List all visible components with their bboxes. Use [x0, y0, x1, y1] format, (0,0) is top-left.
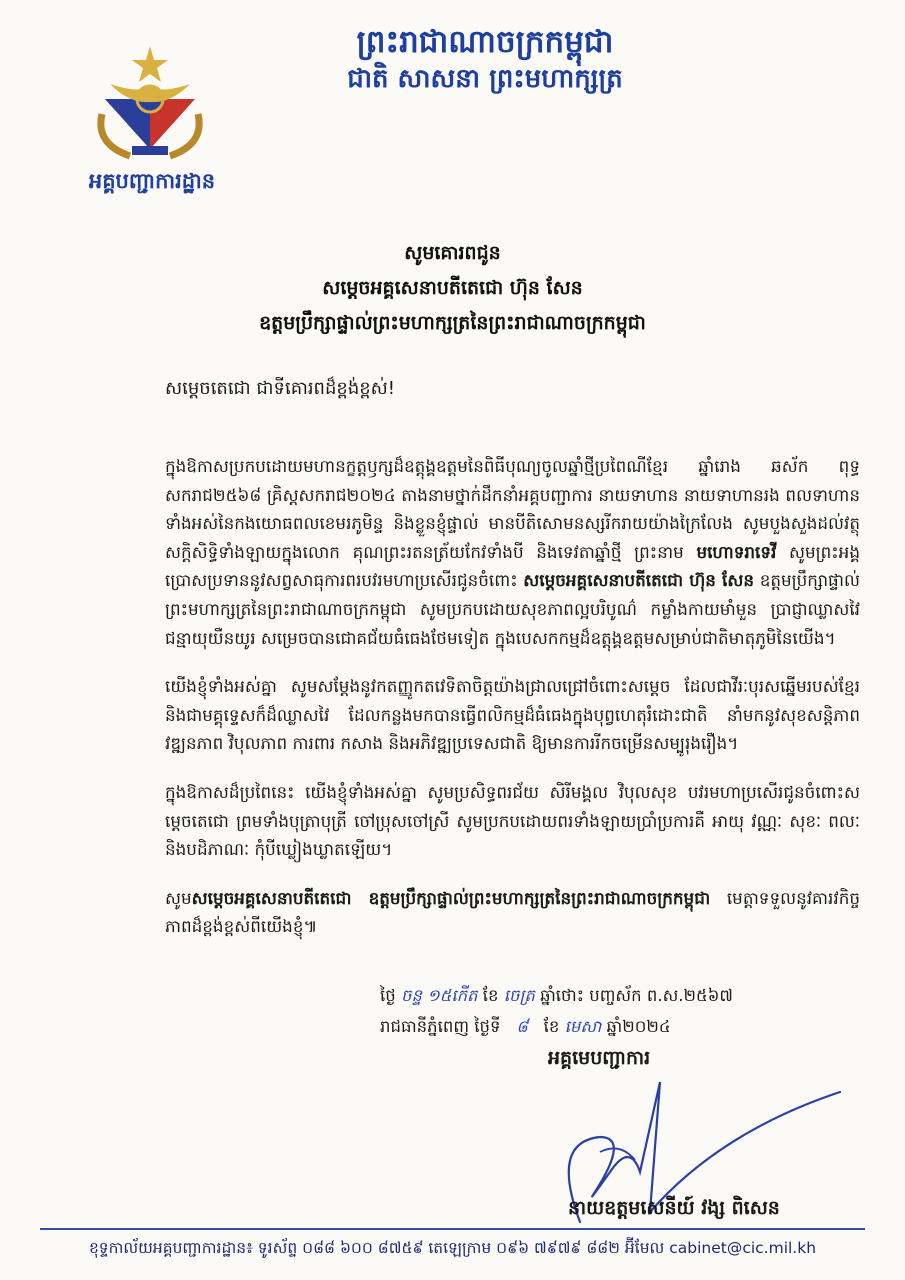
paragraph-4-text-b: មេត្តាទទួលនូវគារវកិច្ចភាពដ៏ខ្ពង់ខ្ពស់ពីយើងខ្ញុំ៕ — [165, 887, 860, 937]
solar-place-day-label: រាជធានីភ្នំពេញ ថ្ងៃទី — [380, 1017, 501, 1036]
paragraph-4 — [165, 884, 860, 941]
honoree-name: សម្តេចអគ្គសេនាបតីតេជោ ហ៊ុន សែន — [523, 570, 755, 591]
signatory-position: អគ្គមេបញ្ជាការ — [548, 1047, 651, 1069]
deity-name: មហោទរាទេវី — [696, 541, 777, 562]
letter-body — [165, 452, 860, 961]
solar-month-handwritten: មេសា — [564, 1017, 602, 1036]
addressee-line-2: សម្តេចអគ្គសេនាបតីតេជោ ហ៊ុន សែន — [322, 277, 583, 299]
department-name: អគ្គបញ្ជាការដ្ឋាន — [88, 169, 216, 193]
national-motto: ជាតិ សាសនា ព្រះមហាក្សត្រ — [347, 64, 623, 94]
lunar-year: ឆ្នាំថោះ បញ្ចស័ក ព.ស.២៥៦៧ — [540, 986, 733, 1005]
paragraph-1 — [165, 452, 860, 652]
signatory-name: នាយឧត្តមសេនីយ៍ វង្ស ពិសេន — [568, 1197, 780, 1219]
solar-day-handwritten: ៨ — [516, 1017, 528, 1036]
kingdom-title: ព្រះរាជាណាចក្រកម្ពុជា — [356, 24, 614, 60]
paragraph-3: ក្នុងឱកាសដ៏ប្រពៃនេះ យើងខ្ញុំទាំងអស់គ្នា សូមប្រសិទ្ធពរជ័យ សិរីមង្គល វិបុលសុខ បវរមហាប្រសើរជូនចំពោះសម្តេចតេជោ ព្រមទាំងបុត្រាបុត្រី ចៅប្រុសចៅស្រី សូមប្រកបដោយពរទាំងឡាយប្រាំប្រការគឺ អាយុ វណ្ណៈ សុខៈ ពលៈ និងបដិភាណៈ កុំបីឃ្លៀងឃ្លាតឡើយ។ — [165, 781, 860, 860]
salutation: សម្តេចតេជោ ជាទីគោរពដ៏ខ្ពង់ខ្ពស់! — [165, 378, 396, 399]
lunar-day-label: ថ្ងៃ — [380, 986, 396, 1005]
paragraph-1-text-a: ក្នុងឱកាសប្រកបដោយមហានក្ខត្តឫក្សដ៏ឧត្តុង្គឧត្តមនៃពិធីបុណ្យចូលឆ្នាំថ្មីប្រពៃណីខ្មែរ ឆ្នាំរោង ឆស័ក ពុទ្ធសករាជ២៥៦៨ គ្រិស្តសករាជ២០២៤ តាងនាមថ្នាក់ដឹកនាំអគ្គបញ្ជាការ នាយទាហាន នាយទាហានរង ពលទាហានទាំងអស់នៃកងយោធពលខេមរភូមិន្ទ និងខ្លួនខ្ញុំផ្ទាល់ មានបីតិសោមនស្សរីករាយយ៉ាងក្រៃលែង សូមបួងសួងដល់វត្ថុសក្តិសិទ្ធិទាំងឡាយក្នុងលោក គុណព្រះរតនត្រ័យកែវទាំងបី និងទេវតាឆ្នាំថ្មី ព្រះនាម — [165, 456, 860, 562]
lunar-month-label: ខែ — [482, 986, 499, 1005]
paragraph-1-text-c: ឧត្តមប្រឹក្សាផ្ទាល់ព្រះមហាក្សត្រនៃព្រះរាជាណាចក្រកម្ពុជា សូមប្រកបដោយសុខភាពល្អបរិបូណ៌ កម្លាំងកាយមាំមួន ប្រាជ្ញាឈ្លាសវៃ ជន្មាយុយឺនយូរ សម្រេចបានជោគជ័យធំធេងថែមទៀត ក្នុងបេសកកម្មដ៏ឧត្តុង្គឧត្តមសម្រាប់ជាតិមាតុភូមិនៃយើង។ — [165, 570, 860, 648]
paragraph-4-text-a: សូម — [165, 887, 192, 908]
footer-contact: ខុទ្ទកាល័យអគ្គបញ្ជាការដ្ឋាន៖ ទូរស័ព្ទ ០៨៨ ៦០០ ៨៧៥៩ តេឡេក្រាម ០៩៦ ៧៩៧៩ ៨៨២ អ៊ីមែល cabinet@cic.mil.kh — [88, 1239, 817, 1257]
lunar-day-handwritten: ចន្ទ ១៥កើត — [400, 986, 478, 1005]
paragraph-1-text-b: សូមព្រះអង្គប្រោសប្រទាននូវសព្វសាធុការពរបវរមហាប្រសើរជូនចំពោះ — [165, 541, 860, 591]
paragraph-2: យើងខ្ញុំទាំងអស់គ្នា សូមសម្តែងនូវកតញ្ញូកតវេទិតាចិត្តយ៉ាងជ្រាលជ្រៅចំពោះសម្តេច ដែលជាវីរៈបុរសឆ្នើមរបស់ខ្មែរ និងជាមគ្គុទ្ទេសក៏ដ៏ឈ្លាសវៃ ដែលកន្លងមកបានធ្វើពលិកម្មដ៏ធំធេងក្នុងបុព្វហេតុរំដោះជាតិ នាំមកនូវសុខសន្តិភាព វឌ្ឍនភាព វិបុលភាព ការពារ កសាង និងអភិវឌ្ឍប្រទេសជាតិ ឱ្យមានការរីកចម្រើនសម្បូរុងរឿង។ — [165, 676, 860, 754]
solar-year: ឆ្នាំ២០២៤ — [606, 1017, 671, 1036]
solar-date — [380, 1011, 880, 1042]
military-emblem-logo — [80, 42, 220, 167]
solar-month-label: ខែ — [543, 1017, 560, 1036]
lunar-date — [380, 980, 880, 1011]
addressee-line-1: សូមគោរពជូន — [404, 242, 501, 264]
addressee-block — [120, 236, 785, 341]
paragraph-4-bold: សម្តេចអគ្គសេនាបតីតេជោ ឧត្តមប្រឹក្សាផ្ទាល់ព្រះមហាក្សត្រនៃព្រះរាជាណាចក្រកម្ពុជា — [191, 887, 711, 908]
kingdom-header — [300, 22, 670, 96]
footer-divider — [40, 1228, 865, 1230]
addressee-line-3: ឧត្តមប្រឹក្សាផ្ទាល់ព្រះមហាក្សត្រនៃព្រះរាជាណាចក្រកម្ពុជា — [259, 312, 646, 334]
lunar-month-handwritten: ចេត្រ — [503, 986, 535, 1005]
dateline — [380, 980, 880, 1042]
